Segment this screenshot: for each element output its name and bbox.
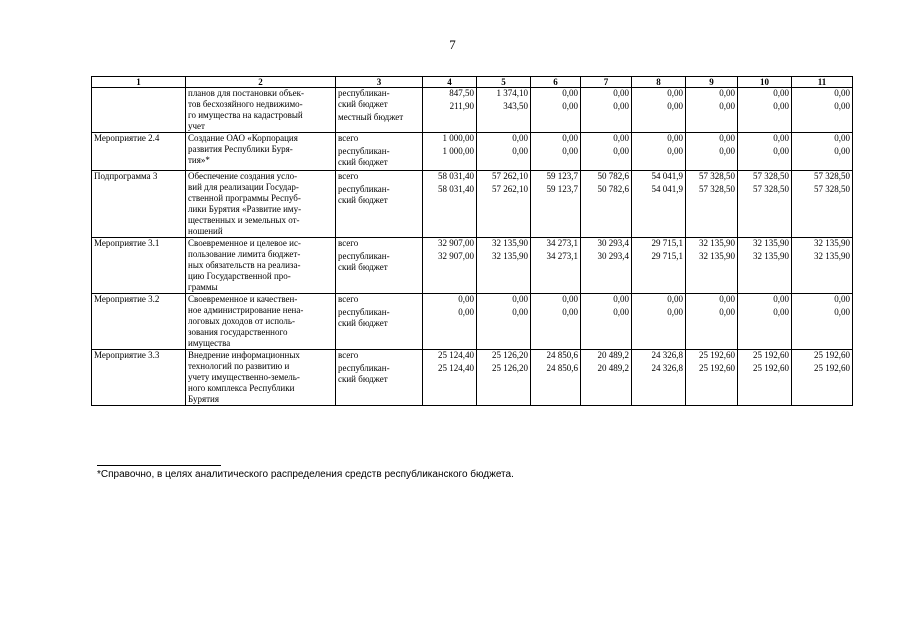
value-cell — [423, 350, 477, 406]
amount-value: 0,00 — [773, 88, 789, 98]
value-cell — [738, 88, 792, 133]
amount-value: 0,00 — [719, 294, 735, 304]
value-cell — [632, 294, 686, 350]
funding-source: республикан- ский бюджет — [338, 88, 390, 109]
amount-value: 0,00 — [512, 133, 528, 143]
funding-source: всего — [338, 171, 359, 181]
value-cell — [738, 350, 792, 406]
amount-value: 0,00 — [773, 133, 789, 143]
amount-value: 34 273,1 — [546, 238, 578, 248]
amount-value: 54 041,9 — [651, 184, 683, 194]
row-label — [92, 88, 186, 133]
value-cell — [531, 133, 581, 171]
column-header: 10 — [738, 77, 792, 88]
amount-value: 0,00 — [667, 133, 683, 143]
column-header: 5 — [477, 77, 531, 88]
amount-value: 20 489,2 — [597, 350, 629, 360]
amount-value: 29 715,1 — [651, 251, 683, 261]
value-cell — [423, 171, 477, 238]
value-cell — [738, 238, 792, 294]
value-cell — [686, 238, 738, 294]
amount-value: 0,00 — [512, 294, 528, 304]
amount-value: 32 135,90 — [492, 251, 528, 261]
funding-source: республикан- ский бюджет — [338, 251, 390, 272]
row-label: Мероприятие 3.2 — [92, 294, 186, 350]
amount-value: 0,00 — [613, 146, 629, 156]
value-cell — [792, 133, 853, 171]
table-row — [92, 238, 853, 294]
row-description: Своевременное и целевое ис- пользование лимита бюджет- ных обязательств на реализа- цию Государственной про- граммы — [186, 238, 336, 294]
amount-value: 0,00 — [562, 88, 578, 98]
amount-value: 25 124,40 — [438, 350, 474, 360]
amount-value: 0,00 — [834, 294, 850, 304]
amount-value: 25 192,60 — [699, 363, 735, 373]
value-cell — [738, 171, 792, 238]
funding-source: всего — [338, 294, 359, 304]
funding-source-cell — [336, 133, 423, 171]
value-cell — [738, 133, 792, 171]
value-cell — [632, 133, 686, 171]
amount-value: 32 135,90 — [753, 238, 789, 248]
row-label: Подпрограмма 3 — [92, 171, 186, 238]
amount-value: 57 328,50 — [699, 184, 735, 194]
value-cell — [531, 294, 581, 350]
funding-source: республикан- ский бюджет — [338, 146, 390, 167]
amount-value: 20 489,2 — [597, 363, 629, 373]
row-label: Мероприятие 3.3 — [92, 350, 186, 406]
amount-value: 34 273,1 — [546, 251, 578, 261]
amount-value: 25 126,20 — [492, 350, 528, 360]
column-header: 11 — [792, 77, 853, 88]
table-row — [92, 350, 853, 406]
row-description: Обеспечение создания усло- вий для реализации Государ- ственной программы Респуб- лики Бурятия «Развитие иму- щественных и земельных от- ношений — [186, 171, 336, 238]
value-cell — [792, 238, 853, 294]
amount-value: 0,00 — [458, 294, 474, 304]
footnote: *Справочно, в целях аналитического распределения средств республиканского бюджета. — [97, 469, 514, 480]
amount-value: 57 328,50 — [814, 184, 850, 194]
amount-value: 24 850,6 — [546, 350, 578, 360]
funding-source: местный бюджет — [338, 112, 404, 122]
value-cell — [686, 171, 738, 238]
amount-value: 50 782,6 — [597, 171, 629, 181]
amount-value: 32 135,90 — [814, 238, 850, 248]
funding-source-cell — [336, 88, 423, 133]
row-description: планов для постановки объек- тов бесхозяйного недвижимо- го имущества на кадастровый учет — [186, 88, 336, 133]
amount-value: 24 326,8 — [651, 363, 683, 373]
value-cell — [423, 238, 477, 294]
amount-value: 32 135,90 — [492, 238, 528, 248]
table-row — [92, 294, 853, 350]
amount-value: 32 135,90 — [814, 251, 850, 261]
column-header: 7 — [581, 77, 632, 88]
value-cell — [531, 88, 581, 133]
amount-value: 58 031,40 — [438, 171, 474, 181]
amount-value: 0,00 — [562, 294, 578, 304]
value-cell — [477, 238, 531, 294]
budget-table — [91, 76, 853, 406]
value-cell — [477, 350, 531, 406]
amount-value: 0,00 — [667, 88, 683, 98]
value-cell — [581, 133, 632, 171]
column-header: 1 — [92, 77, 186, 88]
value-cell — [686, 294, 738, 350]
funding-source: всего — [338, 133, 359, 143]
amount-value: 25 192,60 — [699, 350, 735, 360]
amount-value: 211,90 — [449, 101, 474, 111]
amount-value: 57 262,10 — [492, 184, 528, 194]
amount-value: 25 126,20 — [492, 363, 528, 373]
amount-value: 57 328,50 — [699, 171, 735, 181]
table-body — [92, 88, 853, 406]
header-row — [92, 77, 853, 88]
amount-value: 0,00 — [562, 146, 578, 156]
column-header: 3 — [336, 77, 423, 88]
column-header: 8 — [632, 77, 686, 88]
value-cell — [531, 350, 581, 406]
amount-value: 0,00 — [667, 294, 683, 304]
amount-value: 25 192,60 — [753, 350, 789, 360]
amount-value: 0,00 — [834, 101, 850, 111]
amount-value: 32 135,90 — [699, 238, 735, 248]
amount-value: 32 907,00 — [438, 251, 474, 261]
amount-value: 25 192,60 — [753, 363, 789, 373]
row-label: Мероприятие 3.1 — [92, 238, 186, 294]
amount-value: 0,00 — [834, 88, 850, 98]
amount-value: 0,00 — [719, 133, 735, 143]
value-cell — [531, 238, 581, 294]
amount-value: 57 328,50 — [814, 171, 850, 181]
value-cell — [632, 88, 686, 133]
column-header: 9 — [686, 77, 738, 88]
amount-value: 30 293,4 — [597, 251, 629, 261]
amount-value: 0,00 — [667, 101, 683, 111]
column-header: 2 — [186, 77, 336, 88]
column-header: 4 — [423, 77, 477, 88]
amount-value: 54 041,9 — [651, 171, 683, 181]
amount-value: 0,00 — [667, 307, 683, 317]
funding-source: всего — [338, 350, 359, 360]
value-cell — [738, 294, 792, 350]
funding-source: всего — [338, 238, 359, 248]
row-description: Внедрение информационных технологий по развитию и учету имущественно-земель- ного комплекса Республики Бурятия — [186, 350, 336, 406]
amount-value: 25 124,40 — [438, 363, 474, 373]
value-cell — [792, 294, 853, 350]
amount-value: 50 782,6 — [597, 184, 629, 194]
footnote-divider — [97, 465, 221, 466]
amount-value: 57 328,50 — [753, 171, 789, 181]
value-cell — [632, 350, 686, 406]
amount-value: 0,00 — [562, 307, 578, 317]
amount-value: 847,50 — [449, 88, 474, 98]
value-cell — [423, 294, 477, 350]
value-cell — [477, 171, 531, 238]
funding-source: республикан- ский бюджет — [338, 184, 390, 205]
funding-source: республикан- ский бюджет — [338, 307, 390, 328]
amount-value: 0,00 — [834, 146, 850, 156]
value-cell — [792, 171, 853, 238]
amount-value: 0,00 — [773, 307, 789, 317]
amount-value: 0,00 — [562, 133, 578, 143]
funding-source-cell — [336, 294, 423, 350]
amount-value: 0,00 — [667, 146, 683, 156]
table-row — [92, 133, 853, 171]
value-cell — [477, 294, 531, 350]
amount-value: 32 907,00 — [438, 238, 474, 248]
amount-value: 25 192,60 — [814, 363, 850, 373]
amount-value: 0,00 — [773, 101, 789, 111]
value-cell — [686, 133, 738, 171]
funding-source-cell — [336, 350, 423, 406]
amount-value: 59 123,7 — [546, 171, 578, 181]
amount-value: 343,50 — [503, 101, 528, 111]
amount-value: 0,00 — [613, 101, 629, 111]
column-header: 6 — [531, 77, 581, 88]
amount-value: 24 326,8 — [651, 350, 683, 360]
value-cell — [581, 171, 632, 238]
table-row — [92, 171, 853, 238]
amount-value: 57 328,50 — [753, 184, 789, 194]
amount-value: 29 715,1 — [651, 238, 683, 248]
value-cell — [477, 88, 531, 133]
amount-value: 0,00 — [834, 307, 850, 317]
value-cell — [686, 88, 738, 133]
value-cell — [581, 294, 632, 350]
row-description: Своевременное и качествен- ное администрирование нена- логовых доходов от исполь- зования государственного имущества — [186, 294, 336, 350]
amount-value: 32 135,90 — [699, 251, 735, 261]
page-number: 7 — [449, 37, 456, 52]
amount-value: 59 123,7 — [546, 184, 578, 194]
value-cell — [581, 350, 632, 406]
amount-value: 0,00 — [773, 294, 789, 304]
value-cell — [531, 171, 581, 238]
value-cell — [477, 133, 531, 171]
amount-value: 1 000,00 — [442, 146, 474, 156]
amount-value: 1 000,00 — [442, 133, 474, 143]
amount-value: 0,00 — [719, 101, 735, 111]
amount-value: 0,00 — [562, 101, 578, 111]
value-cell — [581, 238, 632, 294]
table-row — [92, 88, 853, 133]
value-cell — [632, 171, 686, 238]
amount-value: 58 031,40 — [438, 184, 474, 194]
amount-value: 57 262,10 — [492, 171, 528, 181]
value-cell — [581, 88, 632, 133]
amount-value: 25 192,60 — [814, 350, 850, 360]
funding-source: республикан- ский бюджет — [338, 363, 390, 384]
row-label: Мероприятие 2.4 — [92, 133, 186, 171]
value-cell — [632, 238, 686, 294]
funding-source-cell — [336, 171, 423, 238]
amount-value: 0,00 — [613, 88, 629, 98]
amount-value: 0,00 — [613, 307, 629, 317]
amount-value: 1 374,10 — [496, 88, 528, 98]
amount-value: 0,00 — [719, 146, 735, 156]
amount-value: 0,00 — [613, 133, 629, 143]
amount-value: 0,00 — [719, 307, 735, 317]
amount-value: 24 850,6 — [546, 363, 578, 373]
value-cell — [423, 88, 477, 133]
amount-value: 0,00 — [719, 88, 735, 98]
value-cell — [686, 350, 738, 406]
amount-value: 30 293,4 — [597, 238, 629, 248]
funding-source-cell — [336, 238, 423, 294]
amount-value: 0,00 — [773, 146, 789, 156]
amount-value: 0,00 — [512, 307, 528, 317]
amount-value: 0,00 — [613, 294, 629, 304]
amount-value: 0,00 — [834, 133, 850, 143]
amount-value: 32 135,90 — [753, 251, 789, 261]
amount-value: 0,00 — [458, 307, 474, 317]
row-description: Создание ОАО «Корпорация развития Республики Буря- тия»* — [186, 133, 336, 171]
value-cell — [792, 350, 853, 406]
value-cell — [792, 88, 853, 133]
value-cell — [423, 133, 477, 171]
amount-value: 0,00 — [512, 146, 528, 156]
